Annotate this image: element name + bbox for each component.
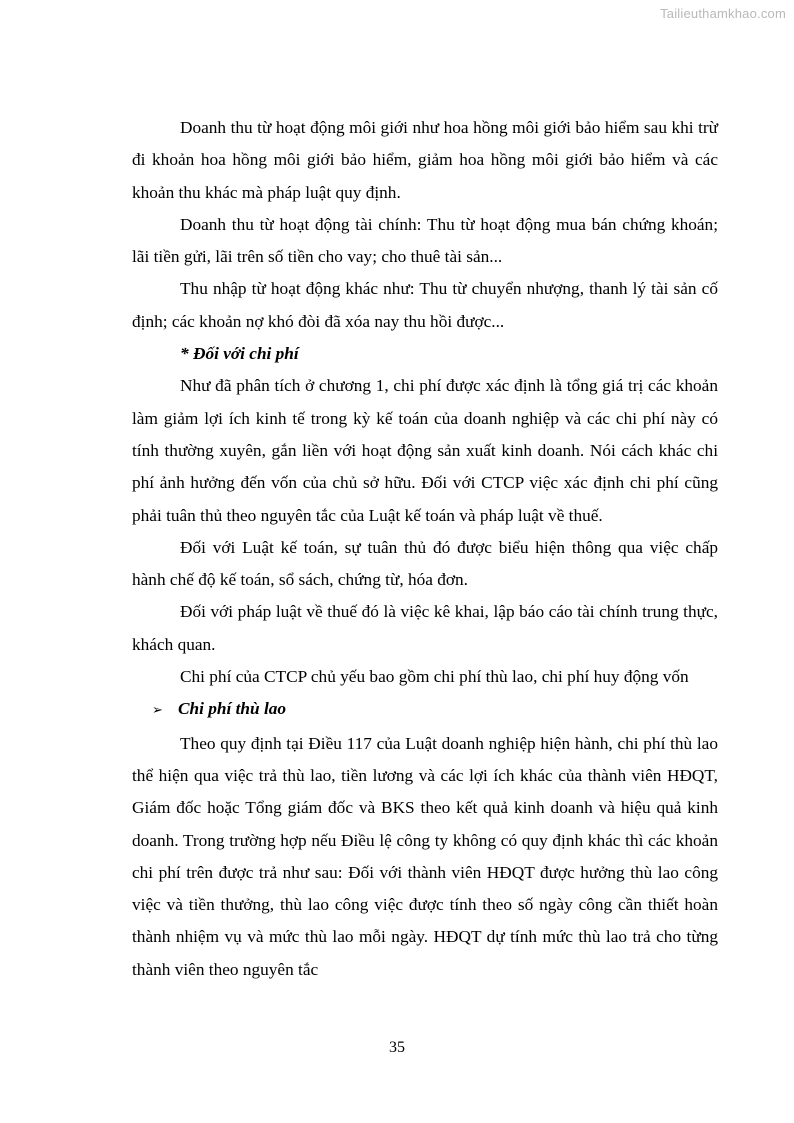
watermark: Tailieuthamkhao.com bbox=[660, 6, 786, 21]
subsection-heading-text: Chi phí thù lao bbox=[178, 699, 287, 719]
paragraph: Như đã phân tích ở chương 1, chi phí được xác định là tổng giá trị các khoản làm giảm lợi ích kinh tế trong kỳ kế toán của doanh nghiệp và các chi phí này có tính thường xuyên, gắn liền với hoạt động sản xuất kinh doanh. Nói cách khác chi phí ảnh hưởng đến vốn của chủ sở hữu. Đối với CTCP việc xác định chi phí cũng phải tuân thủ theo nguyên tắc của Luật kế toán và pháp luật về thuế. bbox=[132, 376, 718, 525]
subsection-heading-chi-phi-thu-lao bbox=[132, 693, 718, 727]
page-number: 35 bbox=[389, 1039, 405, 1056]
paragraph: Đối với pháp luật về thuế đó là việc kê khai, lập báo cáo tài chính trung thực, khách quan. bbox=[132, 602, 718, 654]
paragraph: Thu nhập từ hoạt động khác như: Thu từ chuyển nhượng, thanh lý tài sản cố định; các khoản nợ khó đòi đã xóa nay thu hồi được... bbox=[132, 279, 718, 331]
paragraph: Chi phí của CTCP chủ yếu bao gồm chi phí thù lao, chi phí huy động vốn bbox=[180, 667, 689, 687]
paragraph: Doanh thu từ hoạt động môi giới như hoa hồng môi giới bảo hiểm sau khi trừ đi khoản hoa hồng môi giới bảo hiểm, giảm hoa hồng môi giới bảo hiểm và các khoản thu khác mà pháp luật quy định. bbox=[132, 118, 718, 202]
paragraph: Đối với Luật kế toán, sự tuân thủ đó được biểu hiện thông qua việc chấp hành chế độ kế toán, sổ sách, chứng từ, hóa đơn. bbox=[132, 537, 718, 590]
document-body bbox=[132, 112, 718, 986]
paragraph: Doanh thu từ hoạt động tài chính: Thu từ hoạt động mua bán chứng khoán; lãi tiền gửi, lãi trên số tiền cho vay; cho thuê tài sản... bbox=[132, 214, 718, 267]
arrow-bullet-icon: ➢ bbox=[152, 703, 163, 719]
section-heading-chi-phi: * Đối với chi phí bbox=[180, 344, 299, 364]
paragraph: Theo quy định tại Điều 117 của Luật doanh nghiệp hiện hành, chi phí thù lao thể hiện qua việc trả thù lao, tiền lương và các lợi ích khác của thành viên HĐQT, Giám đốc hoặc Tổng giám đốc và BKS theo kết quả kinh doanh và hiệu quả kinh doanh. Trong trường hợp nếu Điều lệ công ty không có quy định khác thì các khoản chi phí trên được trả như sau: Đối với thành viên HĐQT được hưởng thù lao công việc và tiền thưởng, thù lao công việc được tính theo số ngày công cần thiết hoàn thành nhiệm vụ và mức thù lao mỗi ngày. HĐQT dự tính mức thù lao trả cho từng thành viên theo nguyên tắc bbox=[132, 733, 718, 979]
